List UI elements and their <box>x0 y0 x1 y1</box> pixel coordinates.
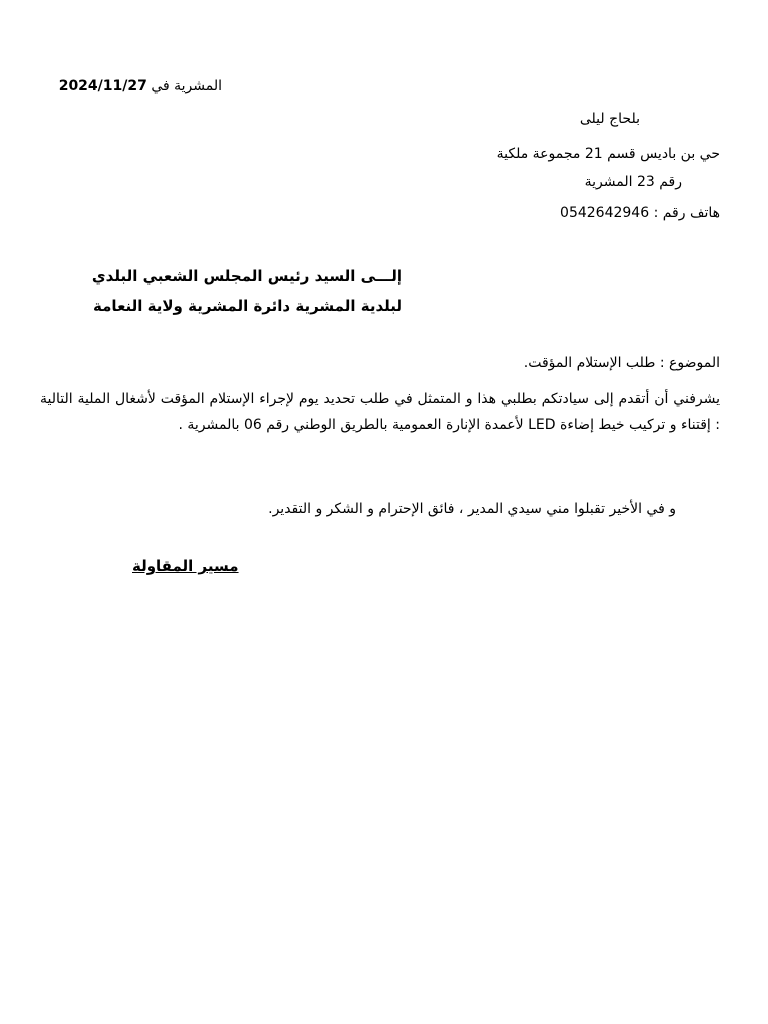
closing-line: و في الأخير تقبلوا مني سيدي المدير ، فائق الإحترام و الشكر و التقدير. <box>268 501 676 517</box>
sender-address: حي بن باديس قسم 21 مجموعة ملكية <box>496 146 720 162</box>
sender-city: رقم 23 المشرية <box>584 174 682 190</box>
body-paragraph: يشرفني أن أتقدم إلى سيادتكم بطلبي هذا و المتمثل في طلب تحديد يوم لإجراء الإستلام المؤقت لأشغال الملية التالية : إقتناء و تركيب خيط إضاءة LED لأعمدة الإنارة العمومية بالطريق الوطني رقم 06 بالمشرية . <box>40 391 720 433</box>
phone-number: 0542642946 <box>560 205 650 221</box>
signature: مسير المقاولة <box>132 557 239 575</box>
sender-phone <box>560 204 720 222</box>
phone-label: هاتف رقم : <box>653 205 720 221</box>
recipient-line-1: إلـــى السيد رئيس المجلس الشعبي البلدي <box>91 267 402 285</box>
date-place: المشرية في <box>151 78 222 94</box>
recipient-line-2: لبلدية المشرية دائرة المشرية ولاية النعامة <box>93 297 402 315</box>
subject-line: الموضوع : طلب الإستلام المؤقت. <box>523 355 720 371</box>
sender-name: بلحاج ليلى <box>579 111 640 127</box>
date-value: 2024/11/27 <box>58 78 147 94</box>
date-line <box>58 77 222 95</box>
